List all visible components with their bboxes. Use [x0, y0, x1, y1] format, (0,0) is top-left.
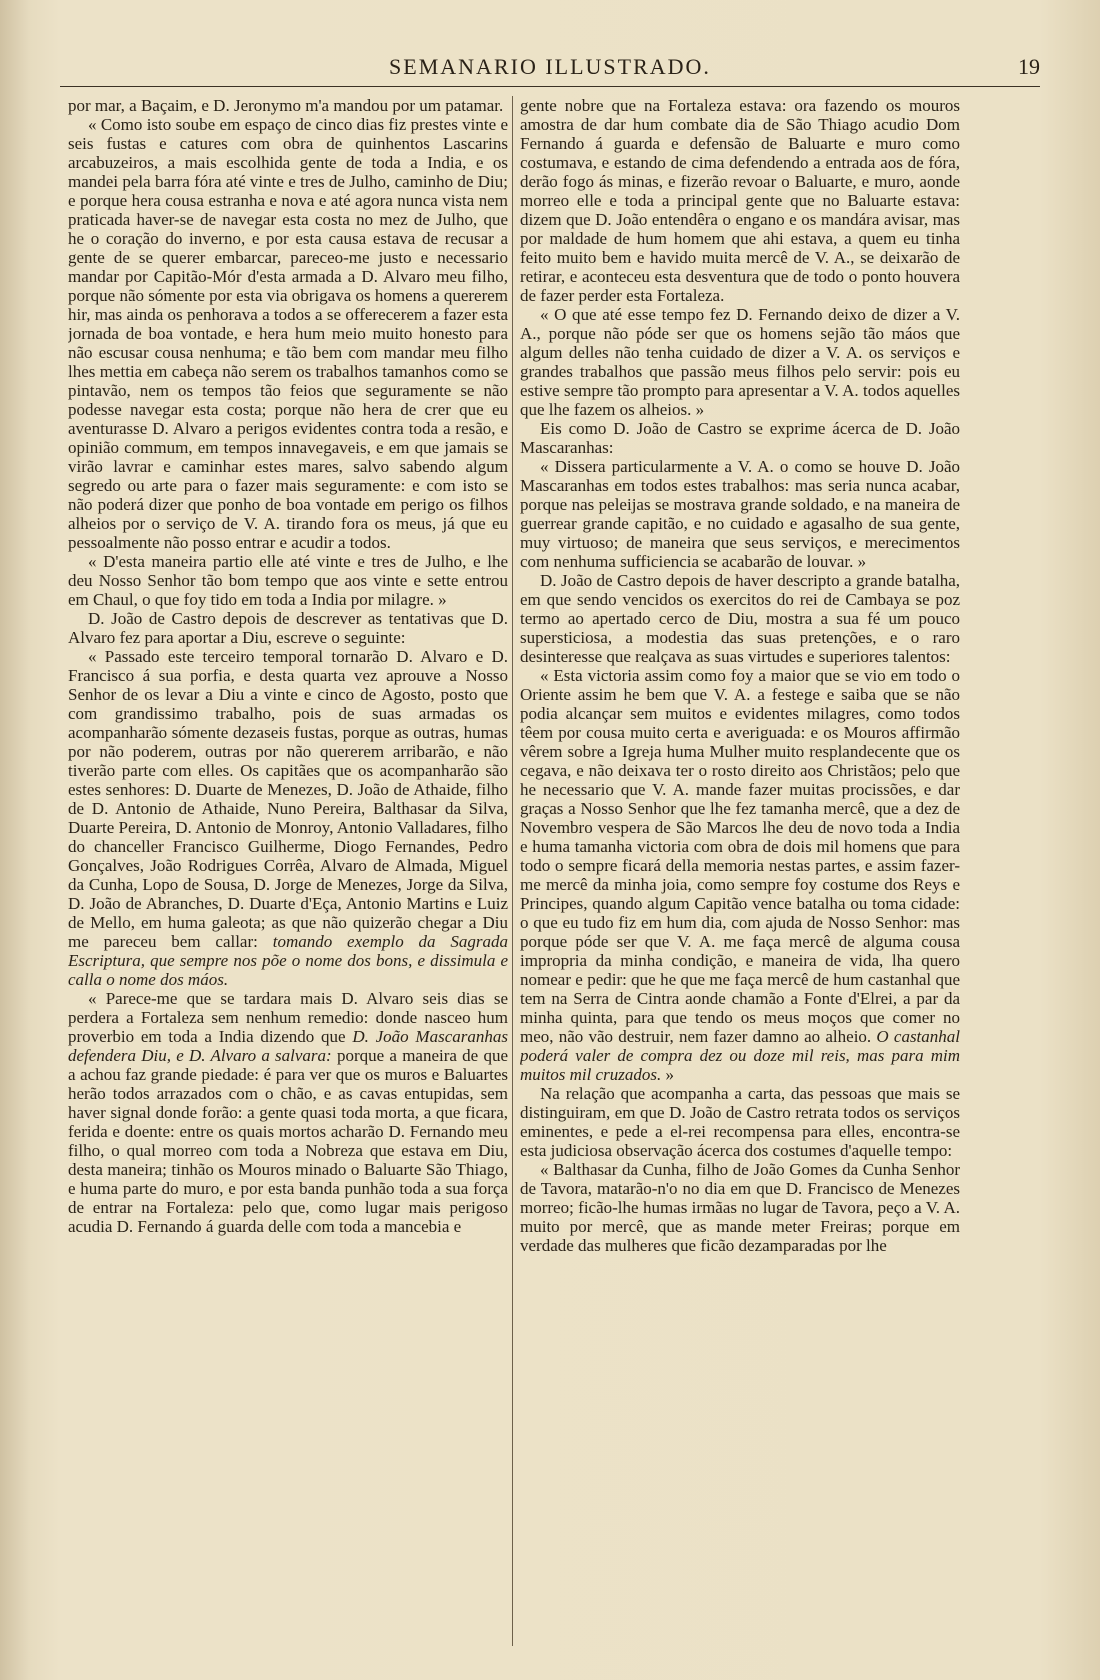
paragraph: gente nobre que na Fortaleza estava: ora fazendo os mouros amostra de dar hum combate dia de São Thiago acudio Dom Fernando á guarda e defensão de Baluarte e muro como costumava, e estando de cima defendendo a entrada aos de fóra, derão fogo ás minas, e fizerão revoar o Baluarte, e muro, aonde morreo elle e toda a principal gente que no Baluarte estava: dizem que D. João entendêra o engano e os mandára avisar, mas por maldade de hum homem que ahi estava, a quem eu tinha feito muito bem e havido muita mercê de V. A., se deixarão de retirar, e aconteceu esta desventura que de todo o ponto houvera de fazer perder esta Fortaleza.	[520, 96, 960, 305]
paragraph-text: « Parece-me que se tardara mais D. Alvaro seis dias se perdera a Fortaleza sem nenhum remedio: donde nasceo hum proverbio em toda a India dizendo que	[68, 989, 508, 1046]
paragraph-text: porque a maneira de que a achou faz grande piedade: é para ver que os muros e Baluartes herão todos arrazados com o chão, e as cavas entupidas, sem haver signal donde forão: a gente quasi toda morta, a que ficara, ferida e doente: entre os quais mortos acharão D. Fernando meu filho, o qual morreo com toda a Nobreza que estava em Diu, desta maneira; tinhão os Mouros minado o Baluarte São Thiago, e huma parte do muro, e por esta banda punhão toda a sua força de entrar na Fortaleza: pelo que, como lugar mais perigoso acudia D. Fernando á guarda delle com toda a mancebia e	[68, 1046, 508, 1236]
paragraph: « Dissera particularmente a V. A. o como se houve D. João Mascaranhas em todos estes trabalhos: mas seria nunca acabar, porque nas peleijas se mostrava grande soldado, e na maneira de guerrear grande capitão, e no cuidado e agasalho de sua gente, muy virtuoso; de maneira que seus serviços, e merecimentos com nenhuma sufficiencia se acabarão de louvar. »	[520, 457, 960, 571]
page-header	[60, 52, 1040, 86]
paragraph: « O que até esse tempo fez D. Fernando deixo de dizer a V. A., porque não póde ser que os homens sejão tão máos que algum delles não tenha cuidado de dizer a V. A. os serviços e grandes trabalhos que passão meus filhos pelo servir: pois eu estive sempre tão prompto para apresentar a V. A. todos aquelles que lhe fazem os alheios. »	[520, 305, 960, 419]
paragraph: « D'esta maneira partio elle até vinte e tres de Julho, e lhe deu Nosso Senhor tão bom tempo que aos vinte e sette entrou em Chaul, o que foy tido em toda a India por milagre. »	[68, 552, 508, 609]
italic-proverb: D. João Mascaranhas defendera Diu, e D. Alvaro a salvara:	[68, 1027, 508, 1065]
paragraph	[68, 647, 508, 989]
paragraph	[520, 666, 960, 1084]
paragraph: Na relação que acompanha a carta, das pessoas que mais se distinguiram, em que D. João de Castro retrata todos os serviços eminentes, e pede a el-rei recompensa para elles, encontra-se esta judiciosa observação ácerca dos costumes d'aquelle tempo:	[520, 1084, 960, 1160]
left-column	[68, 96, 508, 1656]
paragraph: D. João de Castro depois de descrever as tentativas que D. Alvaro fez para aportar a Diu, escreve o seguinte:	[68, 609, 508, 647]
page-number: 19	[1018, 54, 1040, 79]
italic-quote: O castanhal poderá valer de compra dez ou doze mil reis, mas para mim muitos mil cruzados.	[520, 1027, 960, 1084]
paragraph: D. João de Castro depois de haver descripto a grande batalha, em que sendo vencidos os exercitos do rei de Cambaya se poz termo ao apertado cerco de Diu, mostra a sua fé um pouco supersticiosa, a modestia das suas pretenções, e o raro desinteresse que realçava as suas virtudes e superiores talentos:	[520, 571, 960, 666]
paragraph: por mar, a Baçaim, e D. Jeronymo m'a mandou por um patamar.	[68, 96, 504, 115]
paragraph-text: « Esta victoria assim como foy a maior que se vio em todo o Oriente assim he bem que V. A. a festege e saiba que se não podia alcançar sem muitos e evidentes milagres, como todos têem por cousa muito certa e averiguada: e os Mouros affirmão vêrem sobre a Igreja huma Mulher muito resplandecente que os cegava, e não deixava ter o rosto direito aos Christãos; pelo que he necessario que V. A. mande fazer muitas procissões, e dar graças a Nosso Senhor que lhe fez tamanha mercê, que a dez de Novembro vespera de São Marcos lhe deu de novo toda a India e huma tamanha victoria com obra de dois mil homens que para todo o sempre ficará della memoria nestas partes, e assim fazer-me mercê da minha joia, como sempre foy costume dos Reys e Principes, quando algum Capitão vence batalha ou toma cidade: o que eu tudo fiz em hum dia, com ajuda de Nosso Senhor: mas porque póde ser que V. A. me faça mercê de alguma cousa impropria da minha condição, e maneira de vida, lha quero nomear e pedir: que he que me faça mercê de hum castanhal que tem na Serra de Cintra aonde chamão a Fonte d'Elrei, a par da minha quinta, para que tendo os meus moços que comer no meo, não vão destruir, nem fazer damno ao alheio.	[520, 666, 960, 1046]
running-title: SEMANARIO ILLUSTRADO.	[389, 54, 711, 79]
paragraph: « Como isto soube em espaço de cinco dias fiz prestes vinte e seis fustas e catures com obra de quinhentos Lascarins arcabuzeiros, a mais escolhida gente de toda a India, e os mandei pela barra fóra até vinte e tres de Julho, caminho de Diu; e porque hera cousa estranha e nova e até agora nunca vista nem praticada haver-se de navegar esta costa no mez de Julho, que he o coração do inverno, e por esta causa estava de recusar a gente de se querer embarcar, pareceo-me justo e necessario mandar por Capitão-Mór d'esta armada a D. Alvaro meu filho, porque não sómente por esta via obrigava os homens a quererem hir, mas ainda os penhorava a todos a se offerecerem a fazer esta jornada de boa vontade, e hera hum meio muito honesto para não escusar cousa nenhuma; e tão bem com mandar meu filho lhes mettia em cabeça não serem os trabalhos tamanhos como se pintavão, nem os tempos tão feios que seguramente se não podesse navegar esta costa; porque não hera de crer que eu aventurasse D. Alvaro a perigos evidentes contra toda a resão, e opinião commum, em tempos innavegaveis, e em que jamais se virão lavrar e caminhar estes mares, salvo sabendo algum segredo ou arte para o fazer mais seguramente: e com isto se não poderá dizer que ponho de boa vontade em perigo os filhos alheios por o serviço de V. A. tirando fora os meus, já que eu pessoalmente não posso entrar e acudir a todos.	[68, 115, 508, 552]
right-column	[520, 96, 960, 1656]
quote-close: »	[665, 1065, 674, 1084]
paragraph-text: « Passado este terceiro temporal tornarão D. Alvaro e D. Francisco á sua porfia, e desta quarta vez aprouve a Nosso Senhor de os levar a Diu a vinte e cinco de Agosto, posto que com grandissimo trabalho, pois de suas armadas os acompanharão sómente dezaseis fustas, porque as outras, humas por não poderem, outras por não quererem arribarão, e não tiverão parte com elles. Os capitães que os acompanharão são estes senhores: D. Duarte de Menezes, D. João de Athaide, filho de D. Antonio de Athaide, Nuno Pereira, Balthasar da Silva, Duarte Pereira, D. Antonio de Monroy, Antonio Valladares, filho do chanceller Francisco Guilherme, Diogo Fernandes, Pedro Gonçalves, João Rodrigues Corrêa, Alvaro de Almada, Miguel da Cunha, Lopo de Sousa, D. Jorge de Menezes, Jorge da Silva, D. João de Abranches, D. Duarte d'Eça, Antonio Martins e Luiz de Mello, em huma galeota; as que não quizerão chegar a Diu me pareceu bem callar:	[68, 647, 508, 951]
header-rule	[60, 86, 1040, 87]
italic-quote: tomando exemplo da Sagrada Escriptura, que sempre nos põe o nome dos bons, e dissimula e calla o nome dos máos.	[68, 932, 508, 989]
paragraph: Eis como D. João de Castro se exprime ácerca de D. João Mascaranhas:	[520, 419, 960, 457]
column-divider	[512, 96, 513, 1646]
paragraph	[68, 989, 508, 1236]
paragraph: « Balthasar da Cunha, filho de João Gomes da Cunha Senhor de Tavora, matarão-n'o no dia em que D. Francisco de Menezes morreo; ficão-lhe humas irmãas no lugar de Tavora, peço a V. A. muito por mercê, que as mande meter Freiras; porque em verdade das mulheres que ficão dezamparadas por lhe	[520, 1160, 960, 1255]
